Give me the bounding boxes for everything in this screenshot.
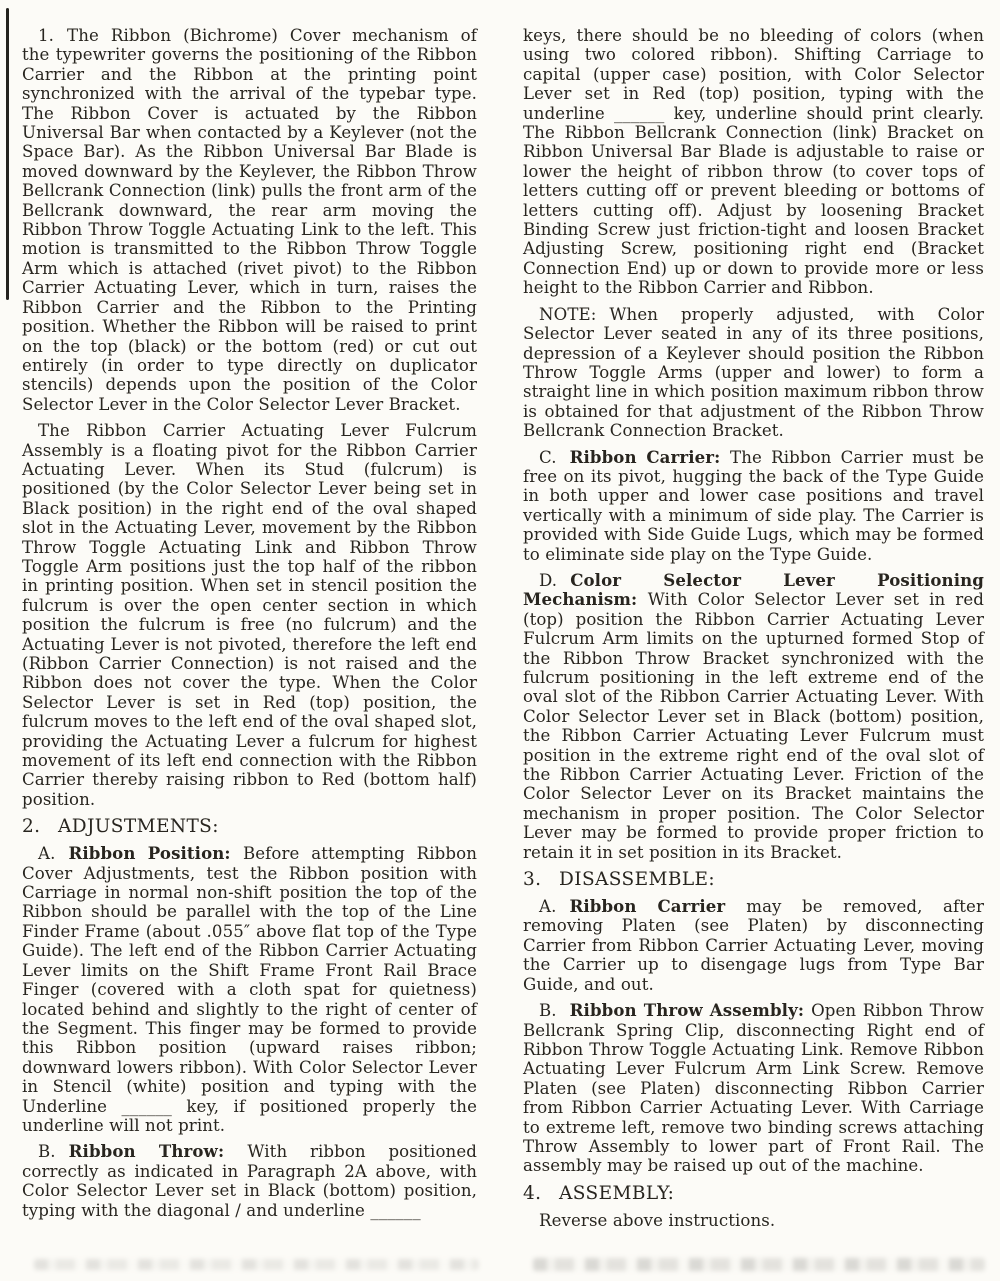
section-title: ADJUSTMENTS: bbox=[58, 816, 219, 838]
section-heading bbox=[523, 869, 984, 890]
paragraph: 1. The Ribbon (Bichrome) Cover mechanism of the typewriter governs the positioning of the Ribbon Carrier and the Ribbon at the printing point synchronized with the arrival of the typebar type. The Ribbon Cover is actuated by the Ribbon Universal Bar when contacted by a Keylever (not the Space Bar). As the Ribbon Universal Bar Blade is moved downward by the Keylever, the Ribbon Throw Bellcrank Connection (link) pulls the front arm of the Bellcrank downward, the rear arm moving the Ribbon Throw Toggle Actuating Link to the left. This motion is transmitted to the Ribbon Throw Toggle Arm which is attached (rivet pivot) to the Ribbon Carrier Actuating Lever, which in turn, raises the Ribbon Carrier and the Ribbon to the Printing position. Whether the Ribbon will be raised to print on the top (black) or the bottom (red) or cut out entirely (in order to type directly on duplicator stencils) depends upon the position of the Color Selector Lever in the Color Selector Lever Bracket. bbox=[22, 26, 477, 414]
paragraph-label: A. bbox=[539, 897, 557, 917]
section-heading bbox=[523, 1183, 984, 1204]
bottom-scan-smudge-right bbox=[533, 1258, 985, 1271]
section-heading bbox=[22, 816, 477, 837]
paragraph: C. Ribbon Carrier: The Ribbon Carrier must be free on its pivot, hugging the back of the Type Guide in both upper and lower case positions and travel vertically with a minimum of side play. The Carrier is provided with Side Guide Lugs, which may be formed to eliminate side play on the Type Guide. bbox=[523, 446, 984, 564]
bottom-scan-smudge-left bbox=[34, 1259, 479, 1270]
section-number: 2. bbox=[22, 816, 41, 838]
paragraph-label: 1. bbox=[38, 26, 55, 45]
paragraph: B. Ribbon Throw Assembly: Open Ribbon Throw Bellcrank Spring Clip, disconnecting Right end of Ribbon Throw Toggle Actuating Link. Remove Ribbon Actuating Lever Fulcrum Arm Link Screw. Remove Platen (see Platen) disconnecting Ribbon Carrier from Ribbon Carrier Actuating Lever. With Carriage to extreme left, remove two binding screws attaching Throw Assembly to lower part of Front Rail. The assembly may be raised up out of the machine. bbox=[523, 1000, 984, 1176]
paragraph-label: A. bbox=[38, 844, 56, 864]
paragraph: keys, there should be no bleeding of colors (when using two colored ribbon). Shifting Carriage to capital (upper case) position, with Color Selector Lever set in Red (top) position, typing with the underline ______ key, underline should print clearly. The Ribbon Bellcrank Connection (link) Bracket on Ribbon Universal Bar Blade is adjustable to raise or lower the height of ribbon throw (to cover tops of letters cutting off or prevent bleeding or bottoms of letters cutting off). Adjust by loosening Bracket Binding Screw just friction-tight and loosen Bracket Adjusting Screw, positioning right end (Bracket Connection End) up or down to provide more or less height to the Ribbon Carrier and Ribbon. bbox=[523, 26, 984, 298]
paragraph: NOTE: When properly adjusted, with Color Selector Lever seated in any of its three positions, depression of a Keylever should position the Ribbon Throw Toggle Arms (upper and lower) to form a straight line in which position maximum ribbon throw is obtained for that adjustment of the Ribbon Throw Bellcrank Connection Bracket. bbox=[523, 304, 984, 441]
paragraph-lead-in: Ribbon Carrier: bbox=[569, 446, 731, 467]
paragraph-label: B. bbox=[38, 1142, 56, 1162]
scan-edge-artifact bbox=[6, 8, 9, 300]
paragraph-label: C. bbox=[539, 447, 557, 467]
section-title: ASSEMBLY: bbox=[559, 1182, 675, 1204]
section-number: 3. bbox=[523, 869, 542, 891]
section-title: DISASSEMBLE: bbox=[559, 869, 716, 891]
paragraph-lead-in: Ribbon Throw Assembly: bbox=[569, 1000, 812, 1021]
paragraph-label: D. bbox=[539, 570, 558, 590]
paragraph-lead-in: Ribbon Throw: bbox=[68, 1141, 248, 1162]
paragraph: The Ribbon Carrier Actuating Lever Fulcrum Assembly is a floating pivot for the Ribbon Carrier Actuating Lever. When its Stud (fulcrum) is positioned (by the Color Selector Lever being set in Black position) in the right end of the oval shaped slot in the Actuating Lever, movement by the Ribbon Throw Toggle Actuating Link and Ribbon Throw Toggle Arm positions just the top half of the ribbon in printing position. When set in stencil position the fulcrum is over the open center section in which position the fulcrum is free (no fulcrum) and the Actuating Lever is not pivoted, therefore the left end (Ribbon Carrier Connection) is not raised and the Ribbon does not cover the type. When the Color Selector Lever is set in Red (top) position, the fulcrum moves to the left end of the oval shaped slot, providing the Actuating Lever a fulcrum for highest movement of its left end connection with the Ribbon Carrier thereby raising ribbon to Red (bottom half) position. bbox=[22, 421, 477, 809]
paragraph: Reverse above instructions. bbox=[539, 1210, 776, 1230]
text-columns bbox=[22, 26, 984, 1237]
paragraph-lead-in: Ribbon Carrier bbox=[569, 896, 747, 917]
paragraph: A. Ribbon Position: Before attempting Ribbon Cover Adjustments, test the Ribbon position with Carriage in normal non-shift position the top of the Ribbon should be parallel with the top of the Line Finder Frame (about .055″ above flat top of the Type Guide). The left end of the Ribbon Carrier Actuating Lever limits on the Shift Frame Front Rail Brace Finger (covered with a cloth spat for quietness) located behind and slightly to the right of center of the Segment. This finger may be formed to provide this Ribbon position (upward raises ribbon; downward lowers ribbon). With Color Selector Lever in Stencil (white) position and typing with the Underline ______ key, if positioned properly the underline will not print. bbox=[22, 843, 477, 1135]
left-column bbox=[22, 26, 477, 1237]
paragraph-label: B. bbox=[539, 1001, 557, 1021]
paragraph: A. Ribbon Carrier may be removed, after removing Platen (see Platen) by disconnecting Carrier from Ribbon Carrier Actuating Lever, moving the Carrier up to disengage lugs from Type Bar Guide, and out. bbox=[523, 896, 984, 994]
paragraph-lead-in: Color Selector Lever Positioning Mechanism: bbox=[523, 569, 984, 610]
paragraph-lead-in: Ribbon Position: bbox=[68, 843, 243, 864]
paragraph: B. Ribbon Throw: With ribbon positioned correctly as indicated in Paragraph 2A above, with Color Selector Lever set in Black (bottom) position, typing with the diagonal / and underline ______ bbox=[22, 1141, 477, 1220]
right-column bbox=[523, 26, 984, 1237]
paragraph: D. Color Selector Lever Positioning Mechanism: With Color Selector Lever set in red (top) position the Ribbon Carrier Actuating Lever Fulcrum Arm limits on the upturned formed Stop of the Ribbon Throw Bracket synchronized with the fulcrum positioning in the left extreme end of the oval slot of the Ribbon Carrier Actuating Lever. With Color Selector Lever set in Black (bottom) position, the Ribbon Carrier Actuating Lever Fulcrum must position in the extreme right end of the oval slot of the Ribbon Carrier Actuating Lever. Friction of the Color Selector Lever on its Bracket maintains the mechanism in proper position. The Color Selector Lever may be formed to provide proper friction to retain it in set position in its Bracket. bbox=[523, 569, 984, 862]
section-number: 4. bbox=[523, 1182, 542, 1204]
paragraph-label: NOTE: bbox=[539, 304, 597, 324]
